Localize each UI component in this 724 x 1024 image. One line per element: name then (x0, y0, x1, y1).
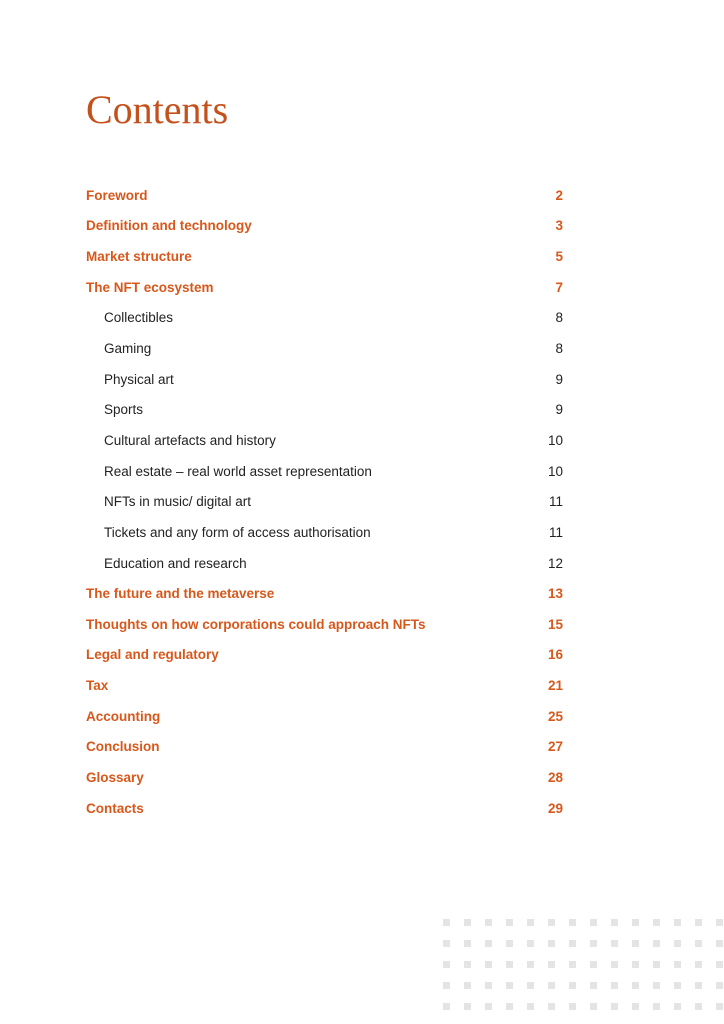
toc-subentry[interactable] (86, 333, 563, 364)
pattern-dot (485, 1003, 492, 1010)
toc-entry[interactable] (86, 272, 563, 303)
pattern-dot (548, 919, 555, 926)
toc-page-number: 27 (547, 739, 563, 755)
pattern-dot (485, 919, 492, 926)
toc-entry[interactable] (86, 241, 563, 272)
pattern-dot (443, 919, 450, 926)
toc-entry-label: Collectibles (104, 310, 174, 326)
page-title: Contents (86, 87, 229, 132)
pattern-dot (443, 940, 450, 947)
toc-page-number: 25 (547, 708, 563, 724)
pattern-dot (674, 940, 681, 947)
toc-entry[interactable] (86, 609, 563, 640)
toc-subentry[interactable] (86, 394, 563, 425)
toc-entry-label: Foreword (86, 187, 148, 203)
pattern-dot (443, 1003, 450, 1010)
pattern-dot (611, 961, 618, 968)
toc-entry[interactable] (86, 578, 563, 609)
pattern-dot (674, 982, 681, 989)
toc-entry[interactable] (86, 670, 563, 701)
toc-entry-label: Thoughts on how corporations could approach NFTs (86, 616, 426, 632)
pattern-dot (653, 919, 660, 926)
pattern-dot (695, 961, 702, 968)
toc-entry[interactable] (86, 793, 563, 824)
pattern-dot (485, 982, 492, 989)
table-of-contents (86, 180, 563, 823)
toc-page-number: 2 (555, 187, 563, 203)
pattern-dot (527, 940, 534, 947)
toc-entry-label: Tax (86, 678, 109, 694)
pattern-dot (632, 919, 639, 926)
toc-page-number: 29 (547, 800, 563, 816)
pattern-dot (674, 961, 681, 968)
pattern-dot (716, 940, 723, 947)
pattern-dot (443, 961, 450, 968)
pattern-dot (695, 1003, 702, 1010)
toc-subentry[interactable] (86, 548, 563, 579)
toc-entry[interactable] (86, 701, 563, 732)
pattern-dot (506, 940, 513, 947)
pattern-dot (590, 1003, 597, 1010)
toc-entry-label: Glossary (86, 769, 144, 785)
pattern-dot (464, 919, 471, 926)
pattern-dot (590, 982, 597, 989)
pattern-dot (548, 961, 555, 968)
toc-page-number: 5 (555, 249, 563, 265)
pattern-dot (506, 1003, 513, 1010)
toc-entry[interactable] (86, 211, 563, 242)
toc-entry-label: Real estate – real world asset representation (104, 463, 372, 479)
toc-entry-label: Accounting (86, 708, 161, 724)
pattern-dot (569, 961, 576, 968)
toc-page-number: 16 (547, 647, 563, 663)
toc-entry-label: Contacts (86, 800, 144, 816)
pattern-dot (632, 982, 639, 989)
toc-entry-label: Physical art (104, 371, 174, 387)
toc-entry[interactable] (86, 640, 563, 671)
pattern-dot (653, 940, 660, 947)
toc-page-number: 13 (547, 586, 563, 602)
toc-subentry[interactable] (86, 456, 563, 487)
toc-page-number: 28 (547, 769, 563, 785)
pattern-dot (569, 919, 576, 926)
pattern-dot (464, 1003, 471, 1010)
pattern-dot (674, 1003, 681, 1010)
toc-page-number: 8 (555, 341, 563, 357)
toc-entry-label: The NFT ecosystem (86, 279, 214, 295)
pattern-dot (695, 940, 702, 947)
toc-entry-label: Conclusion (86, 739, 160, 755)
pattern-dot (590, 919, 597, 926)
toc-entry-label: Tickets and any form of access authorisation (104, 524, 371, 540)
decorative-dot-pattern (440, 916, 724, 1024)
pattern-dot (506, 982, 513, 989)
toc-entry-label: The future and the metaverse (86, 586, 275, 602)
pattern-dot (716, 961, 723, 968)
pattern-dot (611, 1003, 618, 1010)
pattern-dot (716, 1003, 723, 1010)
toc-entry-label: Education and research (104, 555, 247, 571)
pattern-dot (506, 919, 513, 926)
pattern-dot (653, 961, 660, 968)
toc-subentry[interactable] (86, 486, 563, 517)
toc-subentry[interactable] (86, 303, 563, 334)
pattern-dot (464, 940, 471, 947)
toc-page-number: 21 (547, 678, 563, 694)
toc-page-number: 10 (547, 432, 563, 448)
pattern-dot (611, 919, 618, 926)
pattern-dot (548, 1003, 555, 1010)
toc-page-number: 3 (555, 218, 563, 234)
pattern-dot (653, 1003, 660, 1010)
toc-entry-label: Sports (104, 402, 144, 418)
pattern-dot (695, 919, 702, 926)
toc-entry-label: Definition and technology (86, 218, 252, 234)
pattern-dot (464, 961, 471, 968)
pattern-dot (548, 940, 555, 947)
toc-entry-label: Market structure (86, 249, 192, 265)
toc-entry-label: NFTs in music/ digital art (104, 494, 252, 510)
toc-entry-label: Cultural artefacts and history (104, 432, 276, 448)
pattern-dot (632, 940, 639, 947)
toc-entry-label: Legal and regulatory (86, 647, 219, 663)
toc-page-number: 9 (555, 402, 563, 418)
pattern-dot (611, 982, 618, 989)
toc-entry[interactable] (86, 762, 563, 793)
toc-page-number: 11 (548, 524, 563, 540)
pattern-dot (569, 1003, 576, 1010)
toc-subentry[interactable] (86, 364, 563, 395)
toc-page-number: 15 (547, 616, 563, 632)
pattern-dot (485, 961, 492, 968)
toc-page-number: 9 (555, 371, 563, 387)
pattern-dot (485, 940, 492, 947)
pattern-dot (632, 1003, 639, 1010)
toc-page-number: 7 (555, 279, 563, 295)
pattern-dot (632, 961, 639, 968)
pattern-dot (548, 982, 555, 989)
pattern-dot (590, 961, 597, 968)
pattern-dot (569, 940, 576, 947)
toc-subentry[interactable] (86, 425, 563, 456)
pattern-dot (527, 919, 534, 926)
pattern-dot (674, 919, 681, 926)
pattern-dot (695, 982, 702, 989)
toc-entry[interactable] (86, 180, 563, 211)
toc-page-number: 10 (547, 463, 563, 479)
toc-subentry[interactable] (86, 517, 563, 548)
toc-page-number: 8 (555, 310, 563, 326)
pattern-dot (443, 982, 450, 989)
toc-page-number: 11 (548, 494, 563, 510)
toc-entry-label: Gaming (104, 341, 152, 357)
pattern-dot (653, 982, 660, 989)
pattern-dot (569, 982, 576, 989)
pattern-dot (527, 961, 534, 968)
pattern-dot (464, 982, 471, 989)
pattern-dot (611, 940, 618, 947)
pattern-dot (590, 940, 597, 947)
pattern-dot (716, 982, 723, 989)
pattern-dot (527, 1003, 534, 1010)
pattern-dot (716, 919, 723, 926)
toc-page-number: 12 (547, 555, 563, 571)
toc-entry[interactable] (86, 732, 563, 763)
pattern-dot (527, 982, 534, 989)
pattern-dot (506, 961, 513, 968)
